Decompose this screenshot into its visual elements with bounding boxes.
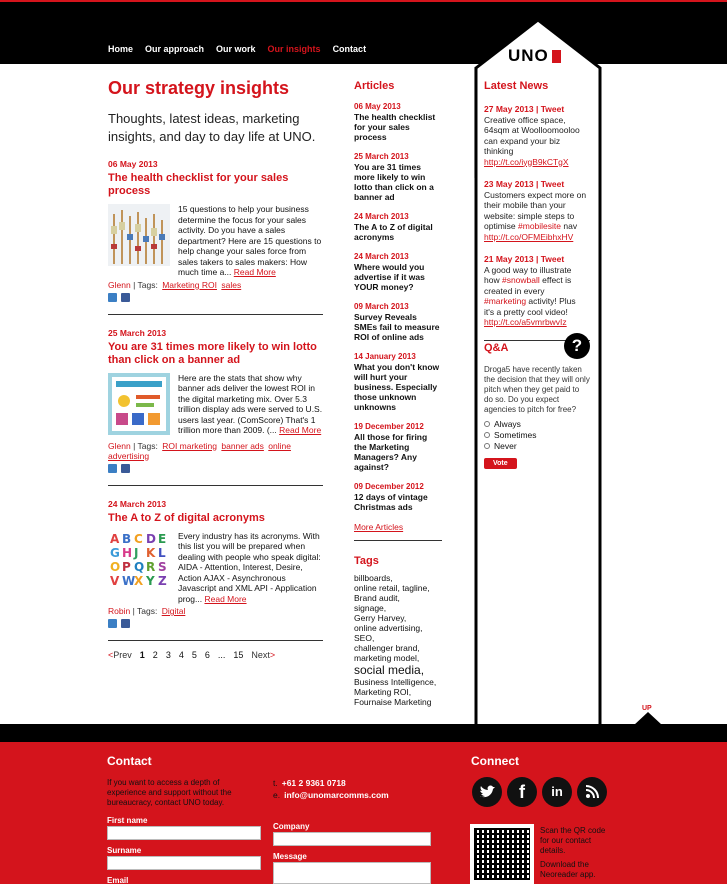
news-separator: |	[533, 104, 541, 114]
poll-option-sometimes[interactable]	[484, 430, 590, 440]
facebook-share-icon[interactable]	[121, 619, 130, 628]
pager-page[interactable]: 6	[204, 650, 210, 660]
nav-our-work[interactable]: Our work	[216, 44, 256, 54]
tag-link[interactable]: marketing model,	[354, 653, 420, 663]
poll-option-always[interactable]	[484, 419, 590, 429]
tags-title: Tags	[354, 555, 379, 567]
tag-link[interactable]: billboards,	[354, 573, 393, 583]
article-item[interactable]	[354, 302, 442, 342]
phone-number: +61 2 9361 0718	[281, 778, 346, 788]
svg-text:D: D	[146, 531, 156, 546]
article-title[interactable]: You are 31 times more likely to win lotto than click on a banner ad	[354, 162, 434, 202]
tag-link[interactable]: SEO,	[354, 633, 375, 643]
news-text: activity! Plus it's a pretty cool video!	[484, 296, 576, 317]
tweet-label[interactable]: Tweet	[540, 254, 565, 264]
message-label: Message	[273, 852, 307, 861]
qr-scan-text: Scan the QR code for our contact details.	[540, 826, 606, 855]
svg-text:P: P	[122, 559, 131, 574]
pager-next-label: Next	[251, 650, 270, 660]
qa-title: Q&A	[484, 342, 509, 354]
svg-text:A: A	[110, 531, 120, 546]
back-to-top-link[interactable]: UP	[642, 705, 652, 712]
post-meta: Glenn | Tags: ROI marketing banner ads online advertising	[108, 440, 291, 461]
page-title: Our strategy insights	[108, 78, 290, 98]
divider	[108, 314, 323, 315]
article-date: 09 March 2013	[354, 302, 409, 311]
svg-text:Q: Q	[134, 559, 145, 574]
article-title[interactable]: 12 days of vintage Christmas ads	[354, 492, 428, 512]
svg-text:O: O	[110, 559, 121, 574]
twitter-share-icon[interactable]	[108, 464, 117, 473]
news-item	[484, 104, 588, 167]
post-meta: Glenn | Tags: Marketing ROI sales	[108, 279, 242, 290]
read-more-link[interactable]: Read More	[233, 267, 276, 277]
tags-label: Tags:	[137, 279, 158, 290]
svg-text:L: L	[158, 545, 166, 560]
post-title[interactable]: The A to Z of digital acronyms	[108, 511, 265, 524]
news-separator: |	[533, 254, 541, 264]
post-tag[interactable]: ROI marketing	[162, 440, 217, 451]
svg-text:H: H	[122, 545, 133, 560]
article-item[interactable]	[354, 352, 442, 412]
company-label: Company	[273, 822, 310, 831]
article-item[interactable]	[354, 422, 442, 472]
divider	[108, 485, 323, 486]
news-title: Latest News	[484, 80, 549, 92]
pager-ellipsis: ...	[217, 650, 226, 660]
tag-link[interactable]: online advertising,	[354, 623, 423, 633]
article-item[interactable]	[354, 212, 442, 242]
read-more-link[interactable]: Read More	[279, 425, 322, 435]
post-author[interactable]: Glenn	[108, 440, 131, 451]
article-title[interactable]: All those for firing the Marketing Managers? Any against?	[354, 432, 428, 472]
news-link[interactable]: http://t.co/OFMEibhxHV	[484, 231, 574, 242]
post-thumbnail[interactable]	[108, 204, 170, 266]
svg-text:B: B	[122, 531, 132, 546]
article-date: 14 January 2013	[354, 352, 416, 361]
tweet-label[interactable]: Tweet	[540, 104, 565, 114]
first-name-label: First name	[107, 816, 148, 825]
news-text: effect is created in every	[484, 275, 572, 296]
article-title[interactable]: What you don't know will hurt your business. Especially those unknown unknowns	[354, 362, 440, 412]
svg-text:E: E	[158, 531, 167, 546]
footer-phone	[273, 778, 346, 788]
nav-contact[interactable]: Contact	[332, 44, 367, 54]
tags-label: Tags:	[137, 440, 158, 451]
article-date: 19 December 2012	[354, 422, 424, 431]
article-title[interactable]: The A to Z of digital acronyms	[354, 222, 433, 242]
nav-our-insights[interactable]: Our insights	[267, 44, 321, 54]
poll-option-label: Always	[494, 419, 521, 429]
nav-our-approach[interactable]: Our approach	[145, 44, 205, 54]
qr-download-text: Download the Neoreader app.	[540, 860, 596, 879]
radio-button[interactable]	[484, 432, 490, 438]
pager-page[interactable]: 1	[139, 650, 145, 660]
tag-cloud	[354, 573, 442, 707]
up-arrow-icon[interactable]	[634, 712, 662, 725]
news-date: 21 May 2013	[484, 254, 534, 264]
pager-page[interactable]: 4	[178, 650, 184, 660]
post-author[interactable]: Robin	[108, 606, 131, 616]
page-intro: Thoughts, latest ideas, marketing insights, and day to day life at UNO.	[108, 111, 316, 144]
blog-post	[108, 328, 323, 486]
email-address[interactable]: info@unomarcomms.com	[284, 790, 389, 800]
share-icons	[108, 619, 323, 628]
svg-text:J: J	[134, 545, 139, 560]
nav-home[interactable]: Home	[108, 44, 134, 54]
news-link[interactable]: http://t.co/iygB9kCTgX	[484, 156, 569, 167]
tag-link[interactable]: Brand audit,	[354, 593, 400, 603]
post-author[interactable]: Glenn	[108, 279, 131, 290]
news-item	[484, 179, 588, 242]
phone-key: t.	[273, 778, 278, 788]
twitter-share-icon[interactable]	[108, 619, 117, 628]
post-excerpt: Here are the stats that show why banner ads deliver the lowest ROI in the digital marketing mix. Over 5.3 trillion display ads were served to U.S. users last year. (ComScore) That's 1 trillion more than 2009. (...	[178, 372, 323, 435]
post-meta: Robin | Tags: Digital	[108, 606, 186, 616]
articles-title: Articles	[354, 80, 395, 92]
news-date: 23 May 2013	[484, 179, 534, 189]
linkedin-icon[interactable]: in	[542, 777, 572, 807]
share-icons	[108, 293, 323, 302]
article-title[interactable]: Survey Reveals SMEs fail to measure ROI of online ads	[354, 312, 440, 342]
post-tag[interactable]: online advertising	[108, 440, 291, 461]
pager-page[interactable]: 2	[152, 650, 158, 660]
rss-icon[interactable]	[577, 777, 607, 807]
tag-link[interactable]: Gerry Harvey,	[354, 613, 407, 623]
message-field[interactable]	[273, 862, 431, 884]
post-date: 06 May 2013	[108, 159, 158, 169]
footer-contact-title: Contact	[107, 754, 152, 768]
news-text: A good way to illustrate how	[484, 264, 572, 285]
tag-link[interactable]: Marketing ROI,	[354, 687, 412, 697]
radio-button[interactable]	[484, 443, 490, 449]
latest-news	[484, 80, 588, 341]
post-excerpt: 15 questions to help your business determine the focus for your sales activity. Do you have a sales department? Here are 15 questions to help change your sales force from sales takers to sales makers: How much time a...	[178, 204, 322, 277]
post-excerpt: Every industry has its acronyms. With this list you will be prepared when dealing with people who speak digital: AIDA - Attention, Interest, Desire, Action AJAX - Asynchronous Javascript and XML API - Application prog...	[178, 530, 321, 604]
twitter-icon[interactable]	[472, 777, 502, 807]
post-tag[interactable]: Digital	[161, 606, 186, 616]
svg-text:X: X	[134, 573, 144, 588]
more-articles-link[interactable]: More Articles	[354, 522, 404, 532]
pager-page[interactable]: 5	[191, 650, 197, 660]
footer-connect-title: Connect	[471, 754, 519, 768]
pager-next[interactable]: Next>	[251, 650, 276, 660]
divider	[108, 640, 323, 641]
articles-sidebar	[354, 80, 442, 724]
news-text: Customers expect more on their mobile than your website: simple steps to optimise	[484, 189, 587, 231]
divider	[354, 540, 442, 541]
pager-prev[interactable]: <Prev	[108, 650, 132, 660]
logo-square	[552, 50, 561, 63]
tag-link[interactable]: online retail, tagline,	[354, 583, 430, 593]
tag-link[interactable]: Business Intelligence,	[354, 677, 437, 687]
twitter-share-icon[interactable]	[108, 293, 117, 302]
post-tag[interactable]: Marketing ROI	[162, 279, 217, 290]
logo-text: UNO	[508, 46, 549, 65]
news-text: Creative office space, 64sqm at Woolloomooloo can expand your biz thinking	[484, 114, 580, 156]
svg-text:S: S	[158, 559, 167, 574]
blog-post	[108, 159, 323, 315]
article-date: 09 December 2012	[354, 482, 424, 491]
article-item[interactable]	[354, 152, 442, 202]
tag-link[interactable]: signage,	[354, 603, 387, 613]
news-separator: |	[533, 179, 541, 189]
post-date: 25 March 2013	[108, 327, 167, 338]
hashtag-link[interactable]: #mobilesite	[518, 221, 562, 231]
article-item[interactable]	[354, 482, 442, 512]
hashtag-link[interactable]: #marketing	[484, 296, 527, 306]
tweet-label[interactable]: Tweet	[540, 179, 565, 189]
post-title[interactable]: You are 31 times more likely to win lotto than click on a banner ad	[108, 340, 317, 366]
first-name-field[interactable]	[107, 826, 261, 840]
share-icons	[108, 464, 323, 473]
article-date: 06 May 2013	[354, 102, 401, 111]
tags-label: Tags:	[137, 606, 158, 616]
facebook-icon[interactable]: f	[507, 777, 537, 807]
post-tag[interactable]: sales	[221, 279, 242, 290]
post-tag[interactable]: banner ads	[221, 440, 264, 451]
article-date: 24 March 2013	[354, 252, 409, 261]
pager-page[interactable]: 3	[165, 650, 171, 660]
facebook-share-icon[interactable]	[121, 464, 130, 473]
hashtag-link[interactable]: #snowball	[501, 275, 540, 285]
article-date: 25 March 2013	[354, 152, 409, 161]
tag-link[interactable]: social media,	[354, 663, 425, 677]
pagination	[108, 650, 323, 660]
surname-field[interactable]	[107, 856, 261, 870]
svg-text:R: R	[146, 559, 156, 574]
post-title[interactable]: The health checklist for your sales process	[108, 172, 289, 197]
footer-contact-text: If you want to access a depth of experience and support without the bureaucracy, contact UNO today.	[107, 778, 232, 807]
article-title[interactable]: Where would you advertise if it was YOUR money?	[354, 262, 425, 292]
question-mark-icon: ?	[564, 333, 590, 359]
article-item[interactable]	[354, 252, 442, 292]
svg-text:Z: Z	[158, 573, 167, 588]
email-key: e.	[273, 790, 281, 800]
qr-code	[470, 824, 534, 884]
blog-post	[108, 499, 323, 642]
poll-option-never[interactable]	[484, 441, 590, 451]
svg-text:G: G	[110, 545, 120, 560]
article-item[interactable]	[354, 102, 442, 142]
article-date: 24 March 2013	[354, 212, 409, 221]
svg-text:K: K	[146, 545, 156, 560]
footer-email[interactable]	[273, 790, 389, 800]
main-column	[108, 78, 323, 660]
tag-link[interactable]: challenger brand,	[354, 643, 420, 653]
facebook-share-icon[interactable]	[121, 293, 130, 302]
news-link[interactable]: http://t.co/a5vmrbwvIz	[484, 317, 567, 327]
vote-button[interactable]: Vote	[484, 458, 517, 469]
article-title[interactable]: The health checklist for your sales process	[354, 112, 436, 142]
poll-option-label: Never	[494, 441, 517, 451]
email-label: Email	[107, 876, 129, 884]
news-text: nav	[561, 221, 578, 231]
header-bar	[0, 2, 727, 64]
svg-text:W: W	[122, 573, 136, 588]
qa-poll	[484, 333, 590, 470]
news-item	[484, 254, 588, 328]
surname-label: Surname	[107, 846, 142, 855]
post-thumbnail[interactable]	[108, 531, 170, 593]
news-date: 27 May 2013	[484, 104, 534, 114]
post-date: 24 March 2013	[108, 498, 167, 509]
read-more-link[interactable]: Read More	[204, 593, 247, 604]
poll-option-label: Sometimes	[494, 430, 537, 440]
radio-button[interactable]	[484, 421, 490, 427]
pager-page[interactable]: 15	[233, 650, 244, 660]
footer-top-band	[0, 724, 727, 742]
svg-text:V: V	[110, 573, 120, 588]
tag-link[interactable]: Fournaise Marketing	[354, 697, 432, 707]
company-field[interactable]	[273, 832, 431, 846]
post-thumbnail[interactable]	[108, 373, 170, 435]
main-nav	[108, 44, 366, 54]
pager-prev-label: Prev	[113, 650, 132, 660]
svg-text:C: C	[134, 531, 143, 546]
poll-question: Droga5 have recently taken the decision that they will only pitch when they get paid to do so. Do you expect agencies to pitch for free?	[484, 365, 590, 414]
uno-logo[interactable]	[508, 46, 561, 66]
svg-text:Y: Y	[146, 573, 155, 588]
